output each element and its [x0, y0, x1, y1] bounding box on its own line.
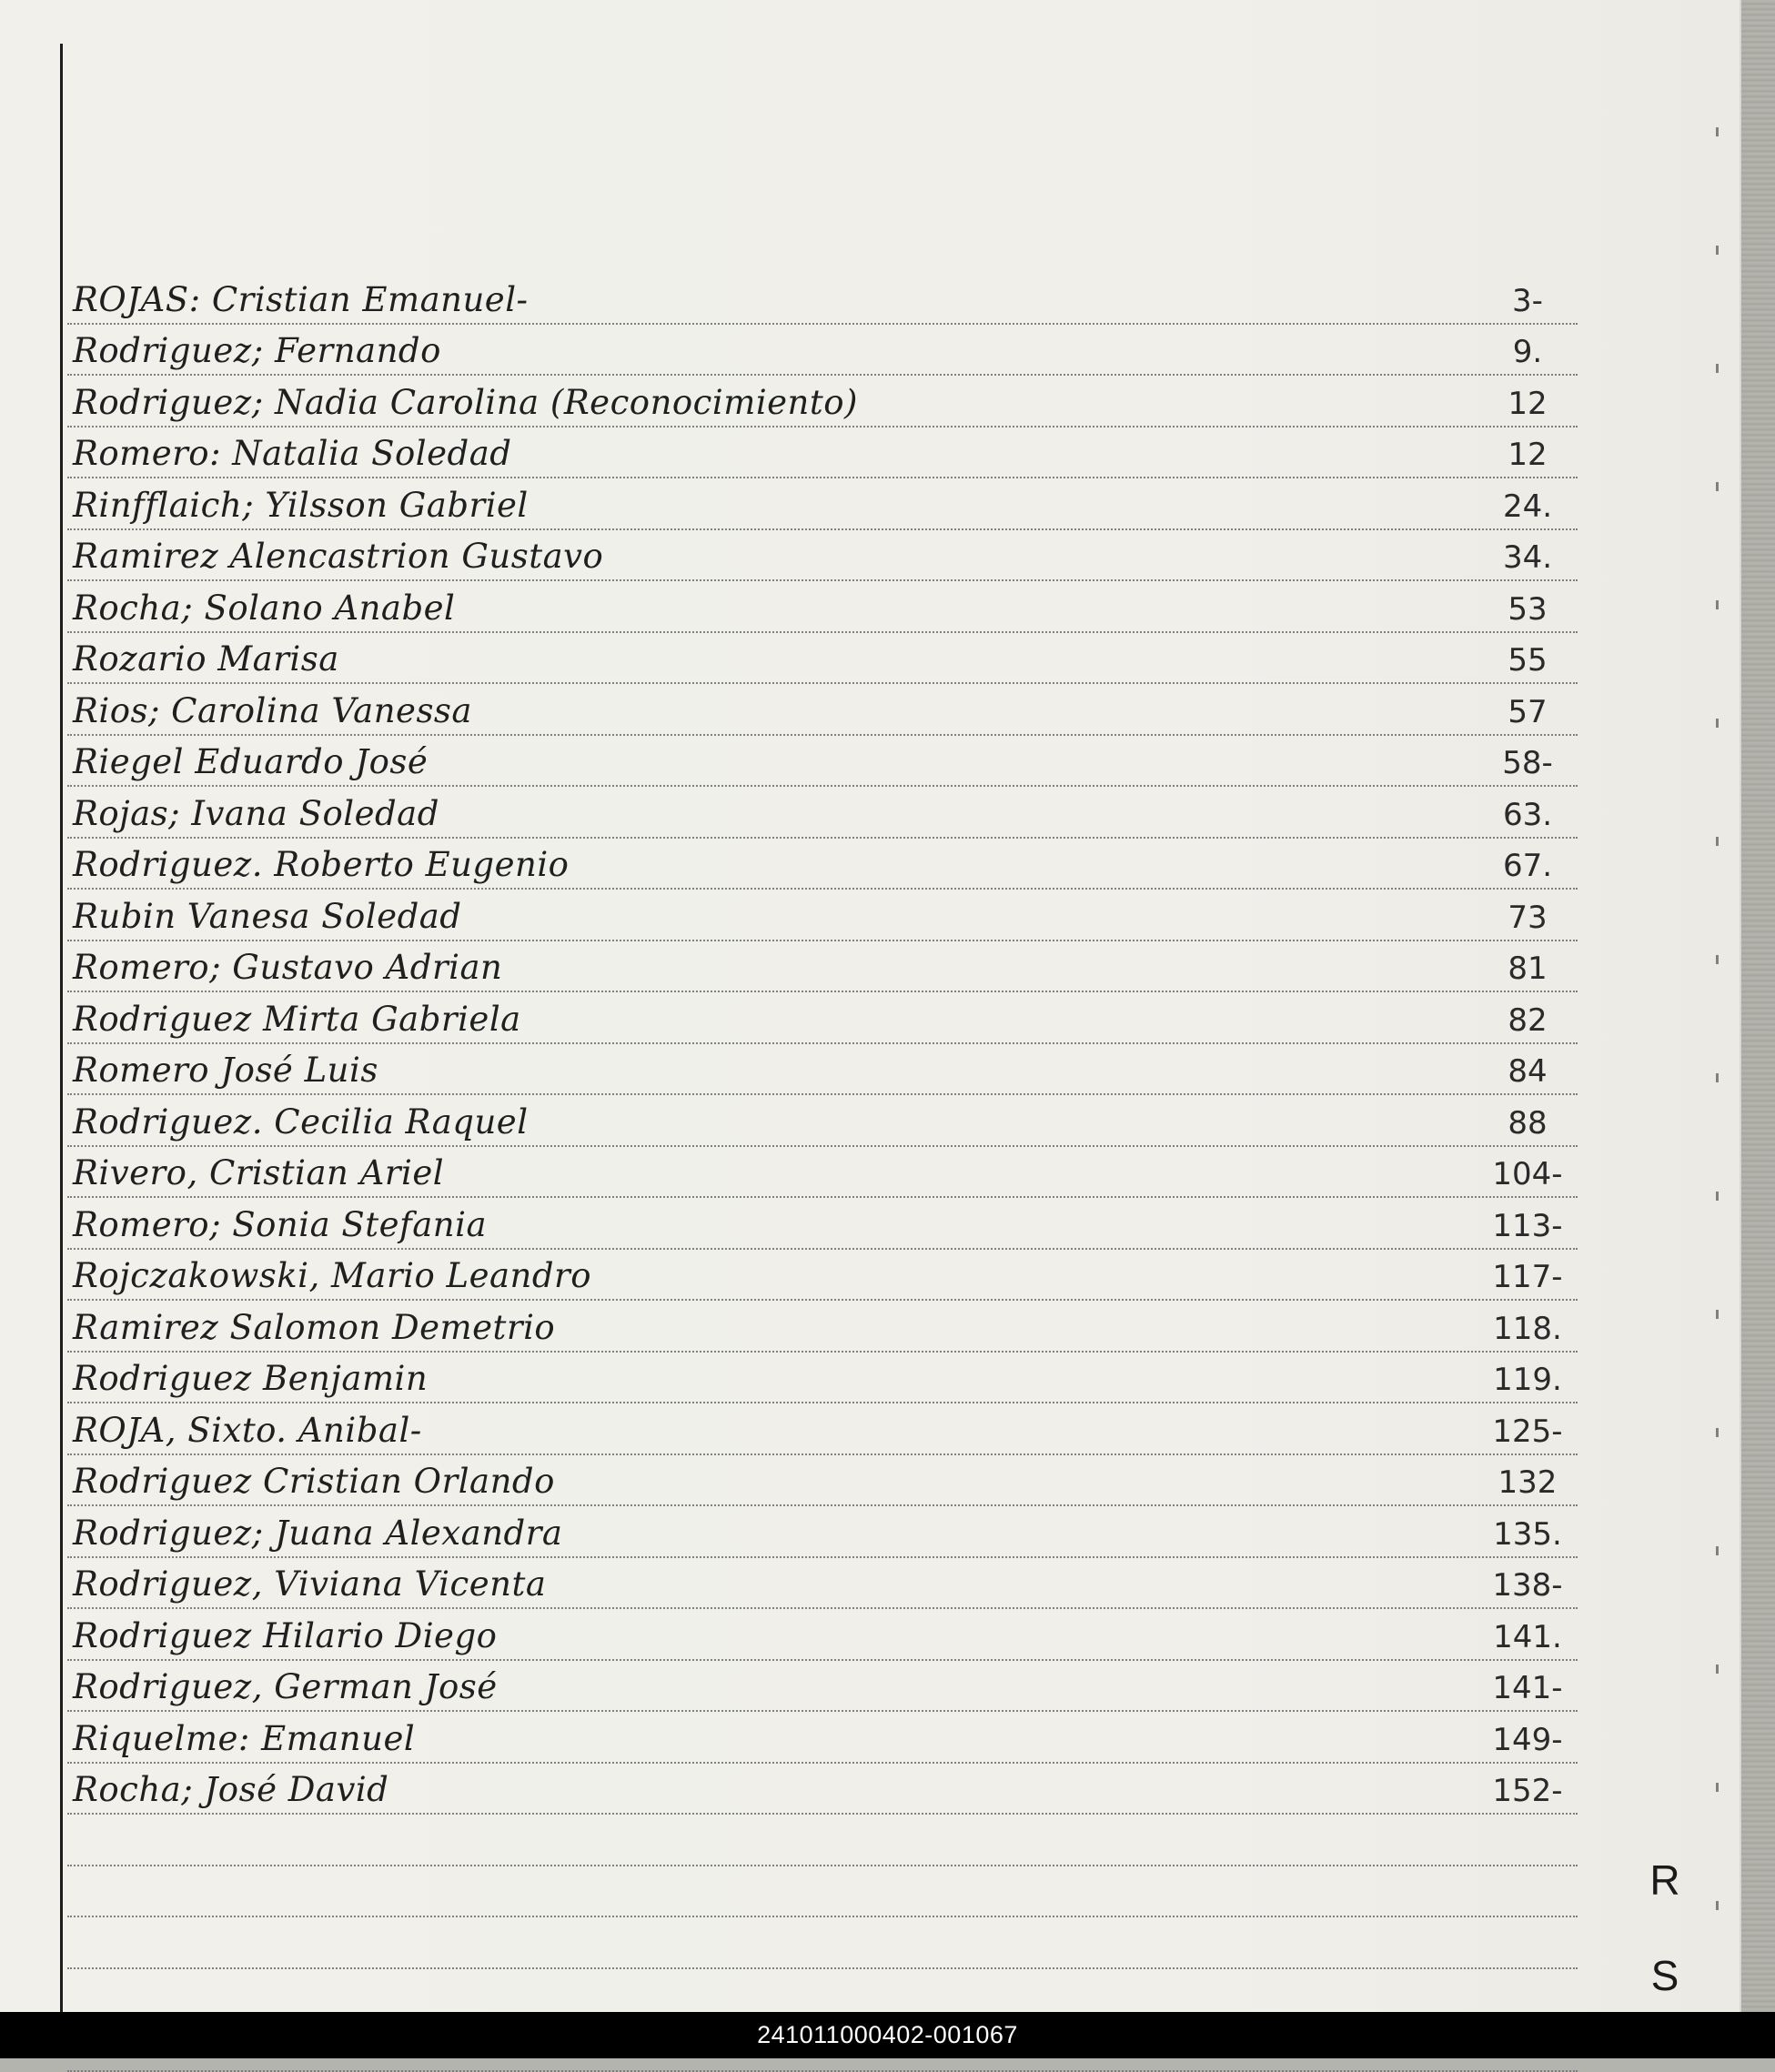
- ledger-row: [67, 787, 1578, 839]
- book-cover-edge: [1740, 0, 1775, 2012]
- entry-name: Ramirez Salomon Demetrio: [73, 1307, 556, 1347]
- ledger-row: [67, 736, 1578, 788]
- entry-name: Rodriguez Cristian Orlando: [73, 1462, 555, 1501]
- entry-name: Rodriguez. Cecilia Raquel: [73, 1101, 529, 1142]
- index-tab-s[interactable]: S: [1650, 1952, 1679, 1999]
- entry-name: Romero; Sonia Stefania: [73, 1204, 487, 1244]
- ledger-row: [67, 1301, 1578, 1353]
- entry-folio: 138-: [1492, 1567, 1563, 1604]
- ledger-row: [67, 1609, 1578, 1661]
- entry-folio: 12: [1508, 385, 1548, 422]
- ledger-row: [67, 839, 1578, 890]
- entry-folio: 125-: [1492, 1413, 1563, 1450]
- ledger-row: [67, 478, 1578, 530]
- ledger-row: [67, 1095, 1578, 1147]
- ledger-row: [67, 890, 1578, 941]
- entry-name: Rozario Marisa: [73, 639, 339, 679]
- entry-name: Rodriguez. Roberto Eugenio: [73, 845, 570, 884]
- entry-name: Rodriguez; Fernando: [73, 331, 441, 370]
- entry-folio: 3-: [1512, 282, 1543, 319]
- entry-folio: 12: [1508, 437, 1548, 473]
- ledger-row: [67, 1866, 1578, 1918]
- entry-folio: 88: [1508, 1104, 1548, 1142]
- entry-folio: 34.: [1502, 539, 1553, 576]
- entry-name: Rodriguez; Juana Alexandra: [73, 1513, 563, 1553]
- entry-name: Rocha; Solano Anabel: [73, 588, 456, 628]
- entry-name: Rocha; José David: [73, 1770, 389, 1809]
- entry-name: ROJAS: Cristian Emanuel-: [73, 279, 529, 319]
- entry-folio: 81: [1508, 951, 1548, 987]
- entry-folio: 58-: [1502, 745, 1553, 781]
- ledger-row: [67, 1455, 1578, 1507]
- entry-folio: 113-: [1492, 1207, 1563, 1244]
- entry-folio: 149-: [1492, 1721, 1563, 1758]
- ledger-row: [67, 633, 1578, 685]
- entry-folio: 57: [1508, 693, 1548, 730]
- entry-name: Rodriguez, German José: [73, 1667, 498, 1706]
- entry-folio: 67.: [1502, 848, 1553, 884]
- ledger-row: [67, 273, 1578, 325]
- entry-name: Rivero, Cristian Ariel: [73, 1153, 445, 1192]
- ledger-row: [67, 530, 1578, 582]
- entry-folio: 82: [1508, 1001, 1548, 1039]
- entry-name: ROJA, Sixto. Anibal-: [73, 1410, 422, 1450]
- ledger-row: [67, 1198, 1578, 1250]
- image-id-footer: 241011000402-001067: [0, 2012, 1775, 2058]
- entry-name: Riegel Eduardo José: [73, 742, 429, 781]
- index-tab-r[interactable]: R: [1649, 1856, 1680, 1904]
- ledger-row: [67, 1558, 1578, 1610]
- entry-name: Rodriguez Benjamin: [73, 1359, 429, 1398]
- entry-folio: 141-: [1492, 1670, 1563, 1706]
- entry-folio: 84: [1508, 1053, 1548, 1090]
- entry-folio: 117-: [1492, 1259, 1563, 1295]
- ledger-row: [67, 1712, 1578, 1764]
- entry-folio: 9.: [1512, 334, 1543, 370]
- entry-name: Riquelme: Emanuel: [73, 1718, 416, 1758]
- ledger-row: [67, 1506, 1578, 1558]
- entry-name: Rodriguez; Nadia Carolina (Reconocimiento): [73, 382, 858, 422]
- entry-folio: 132: [1498, 1464, 1558, 1501]
- ledger-row: [67, 376, 1578, 427]
- entry-name: Romero: Natalia Soledad: [73, 434, 512, 473]
- ledger-row: [67, 992, 1578, 1044]
- name-index-list: [67, 273, 1578, 2072]
- entry-folio: 104-: [1492, 1156, 1563, 1192]
- entry-folio: 135.: [1493, 1515, 1562, 1553]
- entry-name: Rojas; Ivana Soledad: [73, 793, 439, 833]
- ledger-row: [67, 1147, 1578, 1199]
- ledger-row: [67, 1403, 1578, 1455]
- margin-rule: [60, 44, 63, 2012]
- ledger-row: [67, 1917, 1578, 1969]
- entry-name: Rodriguez, Viviana Vicenta: [73, 1564, 547, 1604]
- ledger-row: [67, 325, 1578, 377]
- binding-edge: [1716, 127, 1719, 1992]
- ledger-row: [67, 1353, 1578, 1404]
- entry-folio: 152-: [1492, 1773, 1563, 1809]
- entry-name: Rodriguez Mirta Gabriela: [73, 999, 521, 1039]
- ledger-row: [67, 941, 1578, 993]
- ledger-row: [67, 427, 1578, 479]
- ledger-row: [67, 1661, 1578, 1713]
- entry-name: Romero; Gustavo Adrian: [73, 948, 503, 987]
- ledger-row: [67, 684, 1578, 736]
- entry-name: Ramirez Alencastrion Gustavo: [73, 537, 604, 576]
- ledger-row: [67, 1250, 1578, 1302]
- entry-folio: 73: [1508, 899, 1548, 936]
- entry-folio: 55: [1508, 642, 1548, 679]
- entry-name: Rodriguez Hilario Diego: [73, 1615, 498, 1655]
- entry-folio: 118.: [1493, 1310, 1562, 1347]
- ledger-row: [67, 1764, 1578, 1816]
- ledger-row: [67, 581, 1578, 633]
- ledger-row: [67, 1815, 1578, 1866]
- entry-folio: 119.: [1493, 1362, 1562, 1398]
- entry-folio: 141.: [1493, 1618, 1562, 1655]
- entry-name: Romero José Luis: [73, 1051, 378, 1090]
- entry-folio: 63.: [1502, 796, 1553, 833]
- entry-folio: 24.: [1502, 488, 1553, 525]
- entry-name: Rios; Carolina Vanessa: [73, 690, 472, 730]
- entry-name: Rubin Vanesa Soledad: [73, 896, 462, 936]
- entry-name: Rojczakowski, Mario Leandro: [73, 1256, 592, 1295]
- entry-name: Rinfflaich; Yilsson Gabriel: [73, 485, 529, 525]
- ledger-row: [67, 1044, 1578, 1096]
- entry-folio: 53: [1508, 590, 1548, 628]
